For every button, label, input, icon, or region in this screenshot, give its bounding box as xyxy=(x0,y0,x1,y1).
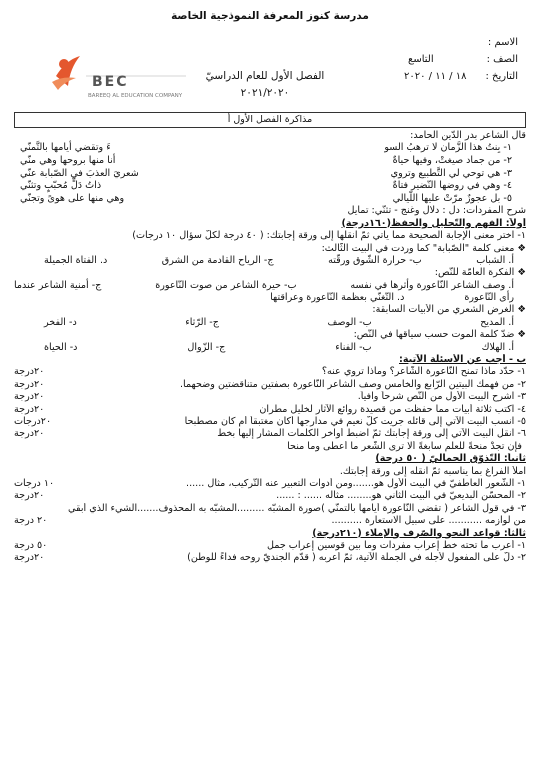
q1d: ❖ ضدّ كلمة الموت حسب سياقها في النّص: xyxy=(353,329,526,341)
question-item: من لوازمه ........... على سبيل الاستعارة .......... ٢٠ درجة xyxy=(14,515,526,527)
question-item: ١- الشّعور العاطفيّ في البيت الأول هو.......ومن أدوات التعبير عنه التّركيب، مثال ...... ١٠ درجات xyxy=(14,477,526,489)
question-item: ٣- اشرح البيت الأول من النّص شرحاً وافياً. ٢٠درجة xyxy=(14,391,526,403)
poem-verse: ٥- بل عجوزٌ مرّتْ عليها اللّيالي وهي منها على هوىً وتجنّي xyxy=(20,192,512,204)
q1b: ❖ الفكرة العامّة للنّص: xyxy=(434,267,526,279)
academic-year: ٢٠٢١/٢٠٢٠ xyxy=(240,87,290,99)
poem-verse: ٢- من جماد صيغتْ، وفيها حياةٌ أنا منها بروحها وهي منّي xyxy=(20,154,512,166)
header xyxy=(10,6,530,118)
q1c-options: أ. المديح ب- الوصف ج- الرّثاء د- الفخر xyxy=(44,316,514,328)
q1d-options: أ. الهلاك ب- الفناء ج- الزّوال د- الحياة xyxy=(44,341,514,353)
poem-verse: ٣- هي توحي لي التَّطبيع وتروي شعريَ العذبَ في الصّبابة عنّي xyxy=(20,167,512,179)
poem-verse: ٤- وهي في روضها النّضير فتاةٌ ذاتُ دَلٍّ مُحبّبٍ وتثنّي xyxy=(20,180,512,192)
date-value: ١٨ / ١١ / ٢٠٢٠ xyxy=(404,71,467,82)
section1-title: أولاً: الفهم والتّحليل والحفظ(١٦٠درجة) xyxy=(341,217,526,229)
date-label: التاريخ : xyxy=(485,71,518,82)
q1a: ❖ معنى كلمة "الصّبابة" كما وردت في البيت الثّالث: xyxy=(321,242,526,254)
bec-logo xyxy=(50,46,190,106)
question-item: ٦- انقل البيت الآتي إلى ورقة إجابتك ثمّ اضبط أواخر الكلمات المشار إليها بخطّ ٢٠درجة xyxy=(14,428,526,440)
poem-verse: ١- بِنتُ هذا الزَّمان لا ترهبُ السو ءَ وتقضي أيامها بالتَّمنّي xyxy=(20,142,512,154)
student-info xyxy=(400,34,518,85)
grade-row xyxy=(400,51,518,68)
semester-label: الفصل الأول للعام الدراسيّ xyxy=(205,70,325,82)
name-row xyxy=(400,34,518,51)
question-item: ٤- اكتب ثلاثة أبيات مما حفظت من قصيدة روائع الآثار لخليل مطران ٢٠درجة xyxy=(14,403,526,415)
exam-body xyxy=(14,130,526,565)
memo-title: مذاكرة الفصل الأول أ xyxy=(14,112,526,128)
question-item: ٥- انسب البيت الآتي إلى قائله جريت كلّ نعيم في مدارجها أكان مغتبقاً أم كان مصطبحا ٢٠درجات xyxy=(14,416,526,427)
section2-title: ثانياً: التّذوّق الجماليّ ( ٥٠ درجة) xyxy=(375,453,526,465)
q1a-options: أ. الشباب ب- حرارة الشّوق ورقّته ج- الرياح القادمة من الشرق د. الفتاة الجميلة xyxy=(44,254,514,266)
section2-intro: املأ الفراغ بما يناسبه ثمّ انقله إلى ورقة إجابتك. xyxy=(339,465,526,477)
question-item: ٢- المحسّن البديعيّ في البيت الثاني هو........ مثاله ...... : ...... ٢٠درجة xyxy=(14,490,526,502)
q1: ١- اختر معنى الإجابة الصحيحة مما يأتي ثمّ انقلها إلى ورقة إجابتك: ( ٤٠ درجة لكلّ سؤال ١٠ درجات) xyxy=(132,230,526,242)
question-item: ١- أعرب ما تحته خطّ إعراب مفردات وما بين قوسين إعراب جمل ٥٠ درجة xyxy=(14,539,526,551)
question-item: ٢- دلّ على المفعول لأجله في الجملة الآتية، ثمّ أعربه ( قدّم الجنديّ روحه فداءً للوطن) ٢٠درجة xyxy=(14,552,526,564)
q1b-options-cont: رأى النّاعورة د. التّغنّي بعظمة النّاعورة وعراقتها xyxy=(270,292,514,304)
section3-title: ثالثاً: قواعد النحو والصّرف والإملاء (٢١٠درجة) xyxy=(312,527,526,539)
school-name: مدرسة كنوز المعرفة النموذجية الخاصة xyxy=(171,10,369,22)
question-item: ٣- في قول الشاعر ( تقضي النّاعورة أيامها بالتمنّي )صورة المشبّه .........المشبّه به المحذوف.......الشيء الذي أبقي xyxy=(68,502,526,514)
semester-block xyxy=(190,68,340,102)
intro: قال الشاعر بدر الدّين الحامد: xyxy=(410,130,526,141)
name-label: الاسم : xyxy=(487,37,518,48)
grade-label: الصف : xyxy=(486,54,518,65)
grade-value: التاسع xyxy=(408,54,434,65)
logo-subtitle: BAREEQ AL EDUCATION COMPANY xyxy=(88,93,183,99)
question-item: ١- حدّد ماذا تمنح النّاعورة الشّاعر؟ وماذا تروي عنه؟ ٢٠درجة xyxy=(14,366,526,378)
verse-to-vocalize: فإن تجدْ منحةً للعلم سابغةً ألا ترى الشّعر ما أعطى وما منحا xyxy=(287,440,522,452)
q1c: ❖ الغرض الشعري من الأبيات السابقة: xyxy=(372,304,526,316)
question-item: ٢- من فهمك البيتين الرّابع والخامس وصف الشاعر النّاعورة بصفتين متناقضتين وضحهما. ٢٠درجة xyxy=(14,378,526,390)
section1b-title: ب - أجب عن الأسئلة الآتية: xyxy=(399,354,526,366)
logo-brand: BEC xyxy=(92,74,129,90)
vocab: شرح المفردات: دل : دلال وغنج - تثنّي: تمايل xyxy=(347,205,526,217)
date-row xyxy=(400,68,518,85)
q1b-options: أ. وصف الشاعر النّاعورة وأثرها في نفسه ب- حيرة الشاعر من صوت النّاعورة ج- أمنية الشاعر عندما xyxy=(14,279,514,291)
